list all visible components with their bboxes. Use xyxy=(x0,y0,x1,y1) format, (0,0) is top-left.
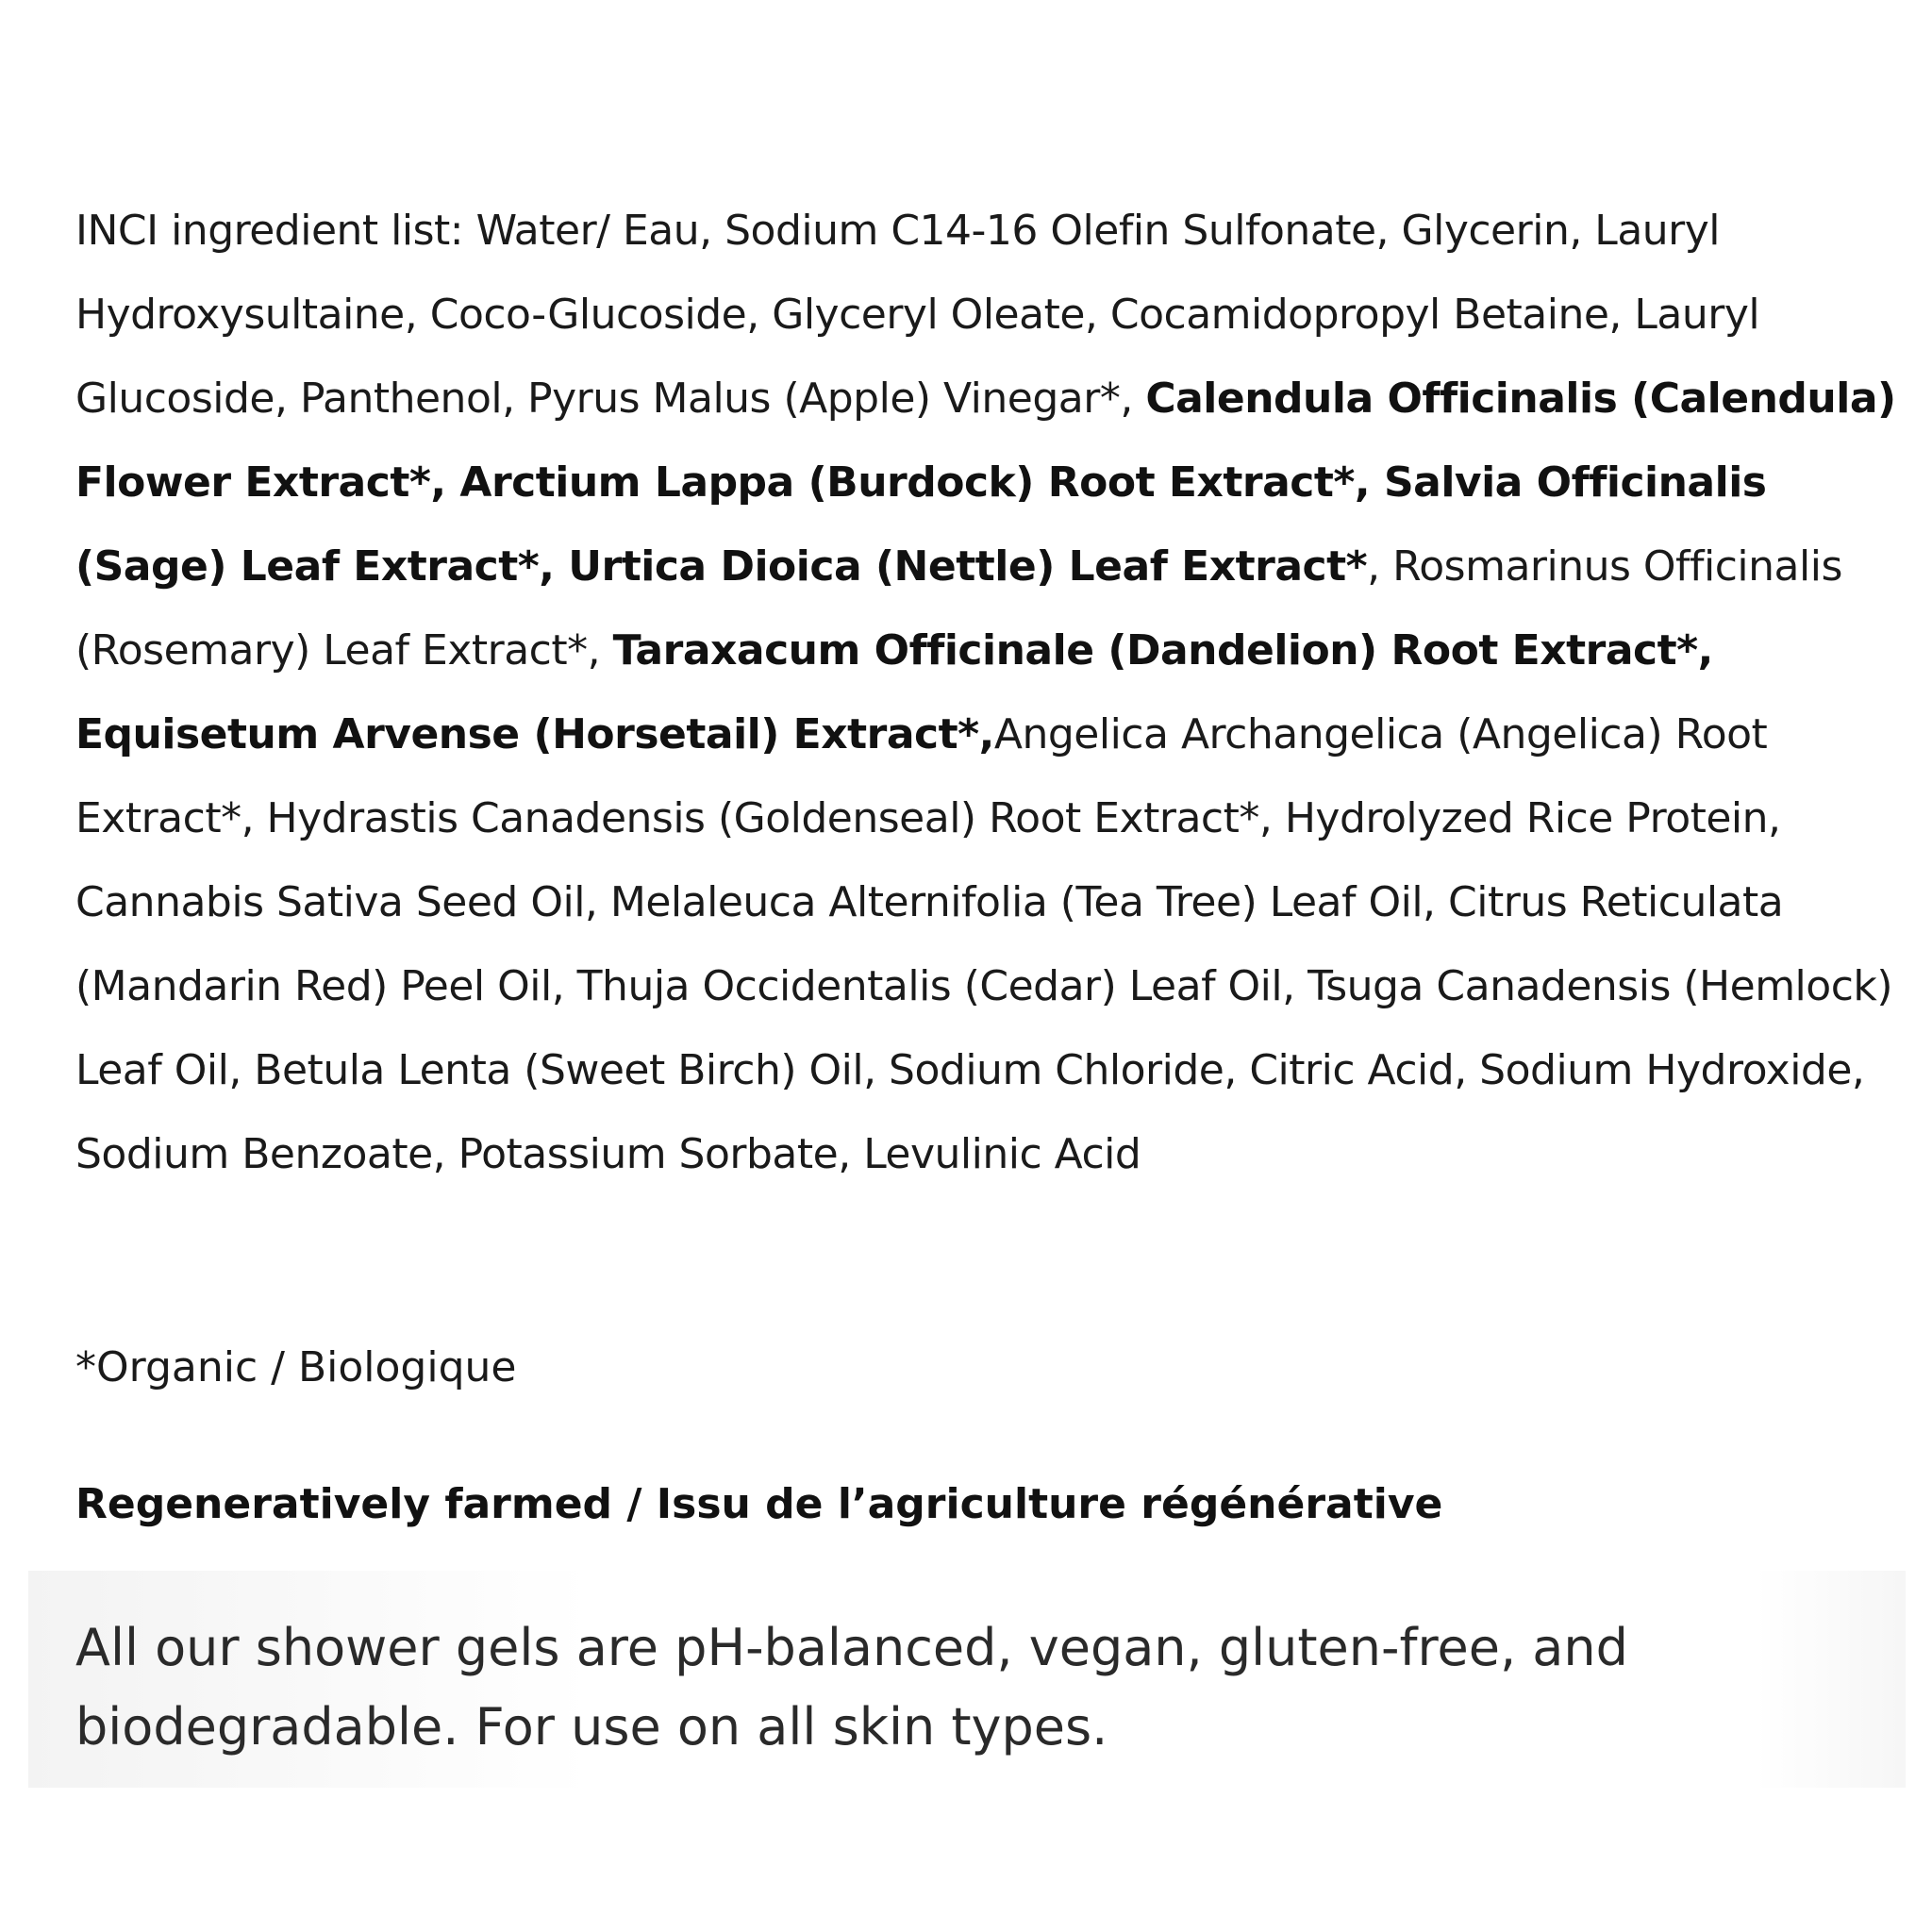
ingredient-list xyxy=(75,189,1906,1196)
ingredient-list-plain-segment-2: Angelica Archangelica (Angelica) Root Extract*, Hydrastis Canadensis (Goldenseal) Root Extract*, Hydrolyzed Rice Protein, Cannabis Sativa Seed Oil, Melaleuca Alternifolia (Tea Tree) Leaf Oil, Citrus Reticulata (Mandarin Red) Peel Oil, Thuja Occidentalis (Cedar) Leaf Oil, Tsuga Canadensis (Hemlock) Leaf Oil, Betula Lenta (Sweet Birch) Oil, Sodium Chloride, Citric Acid, Sodium Hydroxide, Sodium Benzoate, Potassium Sorbate, Levulinic Acid xyxy=(75,710,1893,1178)
ingredient-list-plain-segment-1: , Rosmarinus Officinalis (Rosemary) Leaf Extract*, xyxy=(75,542,1842,675)
ingredient-list-bold-segment-2: Taraxacum Officinale (Dandelion) Root Extract*, Equisetum Arvense (Horsetail) Extract*, xyxy=(75,626,1713,758)
product-claims-text: All our shower gels are pH-balanced, vegan, gluten-free, and biodegradable. For use on all skin types. xyxy=(75,1618,1628,1757)
regenerative-note: Regeneratively farmed / Issu de l’agriculture régénérative xyxy=(75,1480,1443,1528)
ingredient-list-intro: INCI ingredient list: Water/ Eau, Sodium C14-16 Olefin Sulfonate, Glycerin, Lauryl Hydroxysultaine, Coco-Glucoside, Glyceryl Oleate, Cocamidopropyl Betaine, Lauryl Glucoside, Panthenol, Pyrus Malus (Apple) Vinegar*, xyxy=(75,207,1760,423)
ingredient-list-bold-segment-1: Calendula Officinalis (Calendula) Flower Extract*, Arctium Lappa (Burdock) Root Extract*, Salvia Officinalis (Sage) Leaf Extract*, Urtica Dioica (Nettle) Leaf Extract* xyxy=(75,375,1896,591)
organic-footnote: *Organic / Biologique xyxy=(75,1343,517,1391)
